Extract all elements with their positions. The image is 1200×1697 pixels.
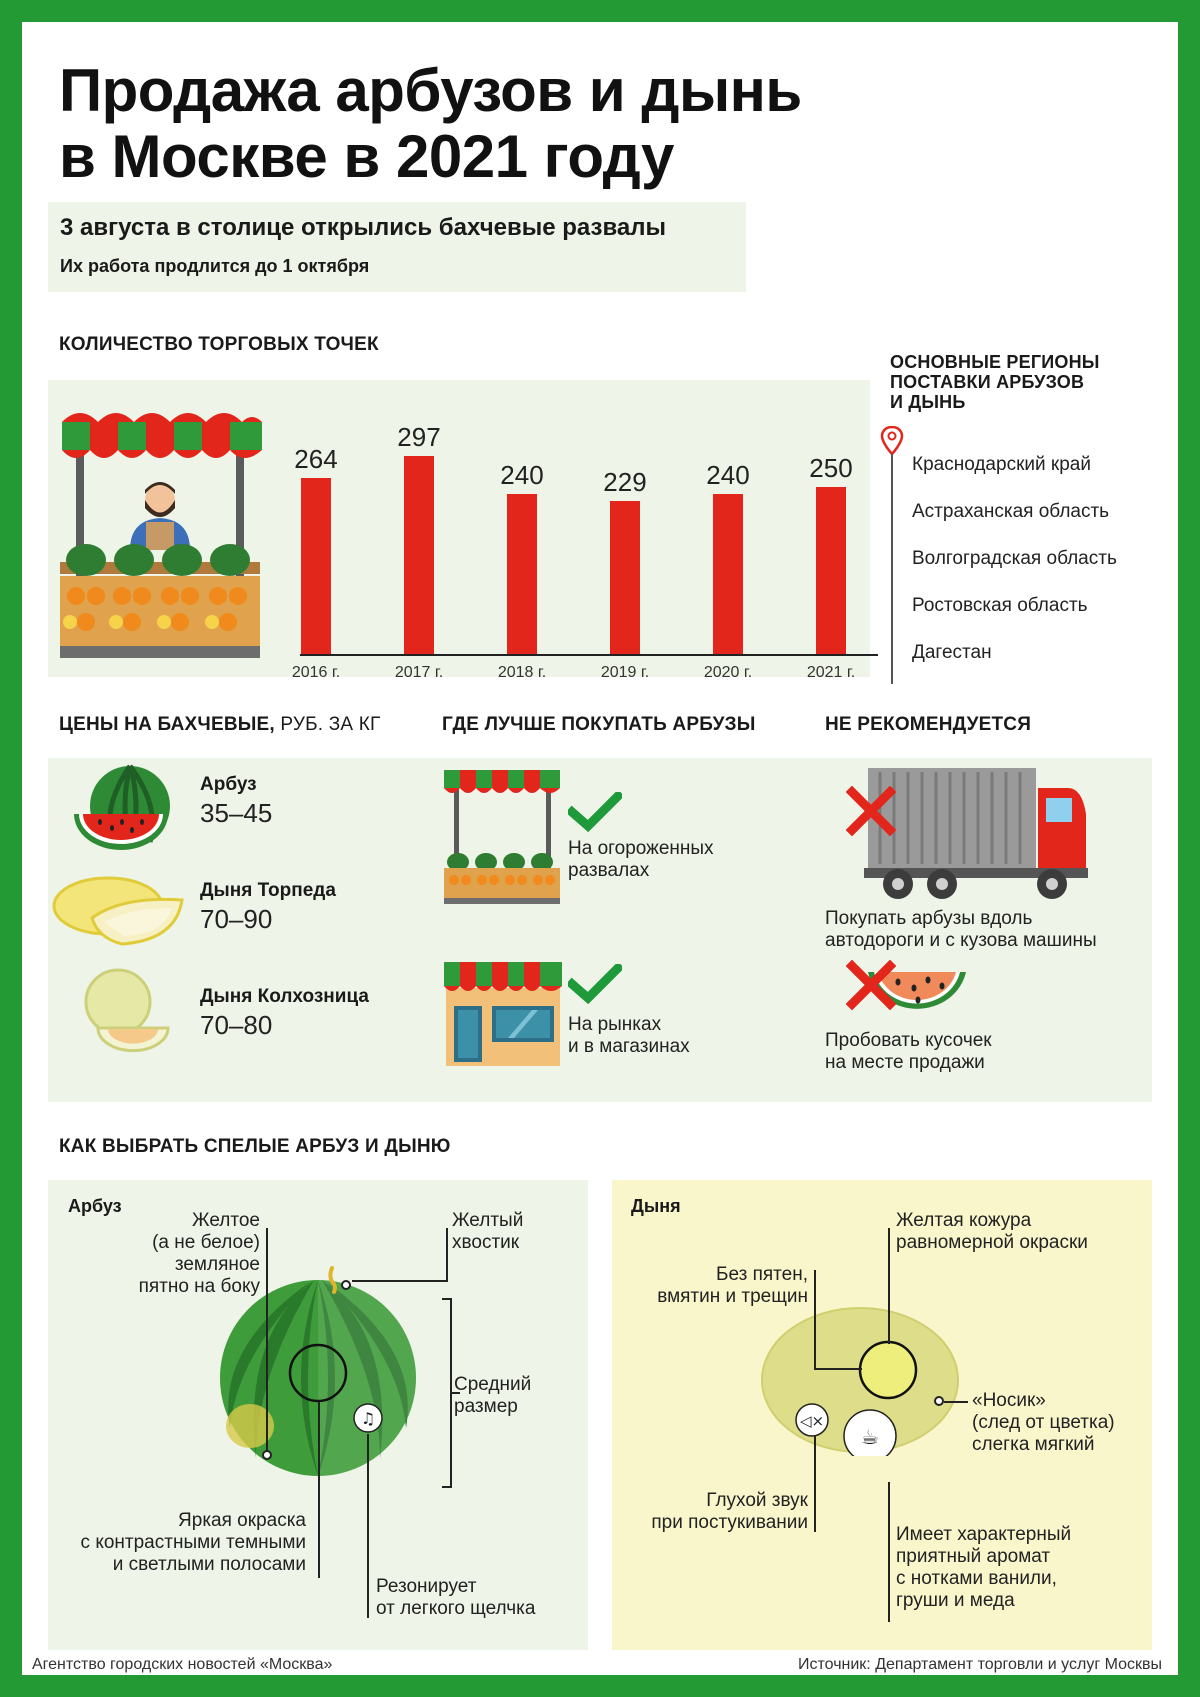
price-name: Дыня Колхозница [200, 986, 369, 1007]
annotation-sound: Резонирует от легкого щелчка [376, 1576, 536, 1619]
region-item: Астраханская область [912, 501, 1110, 522]
points-heading: КОЛИЧЕСТВО ТОРГОВЫХ ТОЧЕК [59, 334, 379, 355]
where-item: На рынках и в магазинах [568, 1014, 690, 1057]
chart-data-label: 264 [294, 444, 338, 474]
checkmark-icon [568, 964, 622, 1004]
price-value: 35–45 [200, 798, 273, 828]
svg-text:♫: ♫ [360, 1409, 376, 1428]
footer-source: Источник: Департамент торговли и услуг Москвы [798, 1656, 1162, 1673]
cross-icon [846, 786, 896, 836]
regions-line [891, 454, 893, 684]
size-bracket [442, 1298, 452, 1488]
annotation-no-spots: Без пятен, вмятин и трещин [657, 1264, 808, 1307]
chart-data-label: 297 [397, 422, 441, 452]
fenced-stall-icon [442, 766, 562, 908]
bar-chart [48, 380, 870, 681]
annotation-dull-sound: Глухой звук при постукивании [651, 1490, 808, 1533]
not-recommended-heading: НЕ РЕКОМЕНДУЕТСЯ [825, 714, 1032, 735]
watermelon-slice-icon [72, 760, 172, 854]
chart-bar [610, 501, 640, 654]
chart-data-label: 229 [603, 467, 647, 497]
intro-box [48, 202, 746, 292]
shop-icon [442, 958, 564, 1068]
annotation-size: Средний размер [454, 1374, 532, 1417]
chart-bar [404, 456, 434, 654]
annotation-tail: Желтый хвостик [452, 1210, 524, 1253]
svg-text:☕: ☕ [861, 1425, 879, 1449]
watermelon-panel-title: Арбуз [68, 1196, 122, 1216]
where-item: На огороженных развалах [568, 838, 714, 881]
not-recommended-item: Покупать арбузы вдоль автодороги и с кузова машины [825, 908, 1097, 951]
checkmark-icon [568, 792, 622, 832]
chart-tick-label: 2018 г. [497, 664, 547, 681]
page-title: Продажа арбузов и дынь в Москве в 2021 году [59, 57, 802, 190]
kolkhoznitsa-melon-icon [78, 968, 174, 1054]
chart-panel [48, 380, 870, 681]
chart-tick-label: 2016 г. [291, 664, 341, 681]
prices-heading: ЦЕНЫ НА БАХЧЕВЫЕ, РУБ. ЗА КГ [59, 714, 381, 735]
chart-baseline [300, 654, 878, 656]
region-item: Волгоградская область [912, 548, 1117, 569]
chart-tick-label: 2019 г. [600, 664, 650, 681]
melon-whole-icon [756, 1304, 964, 1456]
tail-marker [341, 1280, 351, 1290]
chart-tick-label: 2017 г. [394, 664, 444, 681]
region-item: Краснодарский край [912, 454, 1091, 475]
regions-heading: ОСНОВНЫЕ РЕГИОНЫ ПОСТАВКИ АРБУЗОВ И ДЫНЬ [890, 352, 1100, 412]
chart-bar [713, 494, 743, 654]
price-name: Дыня Торпеда [200, 880, 336, 901]
annotation-skin: Желтая кожура равномерной окраски [896, 1210, 1088, 1253]
cross-icon [846, 960, 896, 1010]
chart-bar [507, 494, 537, 654]
infographic-sheet [22, 22, 1178, 1675]
price-value: 70–80 [200, 1010, 273, 1040]
chart-data-label: 250 [809, 453, 853, 483]
chart-tick-label: 2020 г. [703, 664, 753, 681]
svg-text:◁×: ◁× [799, 1412, 825, 1430]
choose-heading: КАК ВЫБРАТЬ СПЕЛЫЕ АРБУЗ И ДЫНЮ [59, 1136, 451, 1157]
annotation-color: Яркая окраска с контрастными темными и светлыми полосами [80, 1510, 306, 1575]
annotation-spot: Желтое (а не белое) земляное пятно на боку [138, 1210, 260, 1297]
region-item: Ростовская область [912, 595, 1088, 616]
where-heading: ГДЕ ЛУЧШЕ ПОКУПАТЬ АРБУЗЫ [442, 714, 756, 735]
chart-tick-label: 2021 г. [806, 664, 856, 681]
not-recommended-item: Пробовать кусочек на месте продажи [825, 1030, 992, 1073]
chart-bar [301, 478, 331, 654]
melon-panel-title: Дыня [631, 1196, 681, 1216]
chart-data-label: 240 [706, 460, 750, 490]
annotation-nose: «Носик» (след от цветка) слегка мягкий [972, 1390, 1115, 1455]
footer-agency: Агентство городских новостей «Москва» [32, 1656, 333, 1673]
region-item: Дагестан [912, 642, 992, 663]
location-pin-icon [880, 426, 904, 456]
price-name: Арбуз [200, 774, 257, 795]
chart-data-label: 240 [500, 460, 544, 490]
chart-bar [816, 487, 846, 654]
annotation-aroma: Имеет характерный приятный аромат с нотками ванили, груши и меда [896, 1524, 1072, 1611]
intro-sub-text: Их работа продлится до 1 октября [60, 256, 370, 276]
intro-main-text: 3 августа в столице открылись бахчевые развалы [60, 214, 666, 241]
torpedo-melon-icon [52, 872, 188, 948]
price-value: 70–90 [200, 904, 273, 934]
